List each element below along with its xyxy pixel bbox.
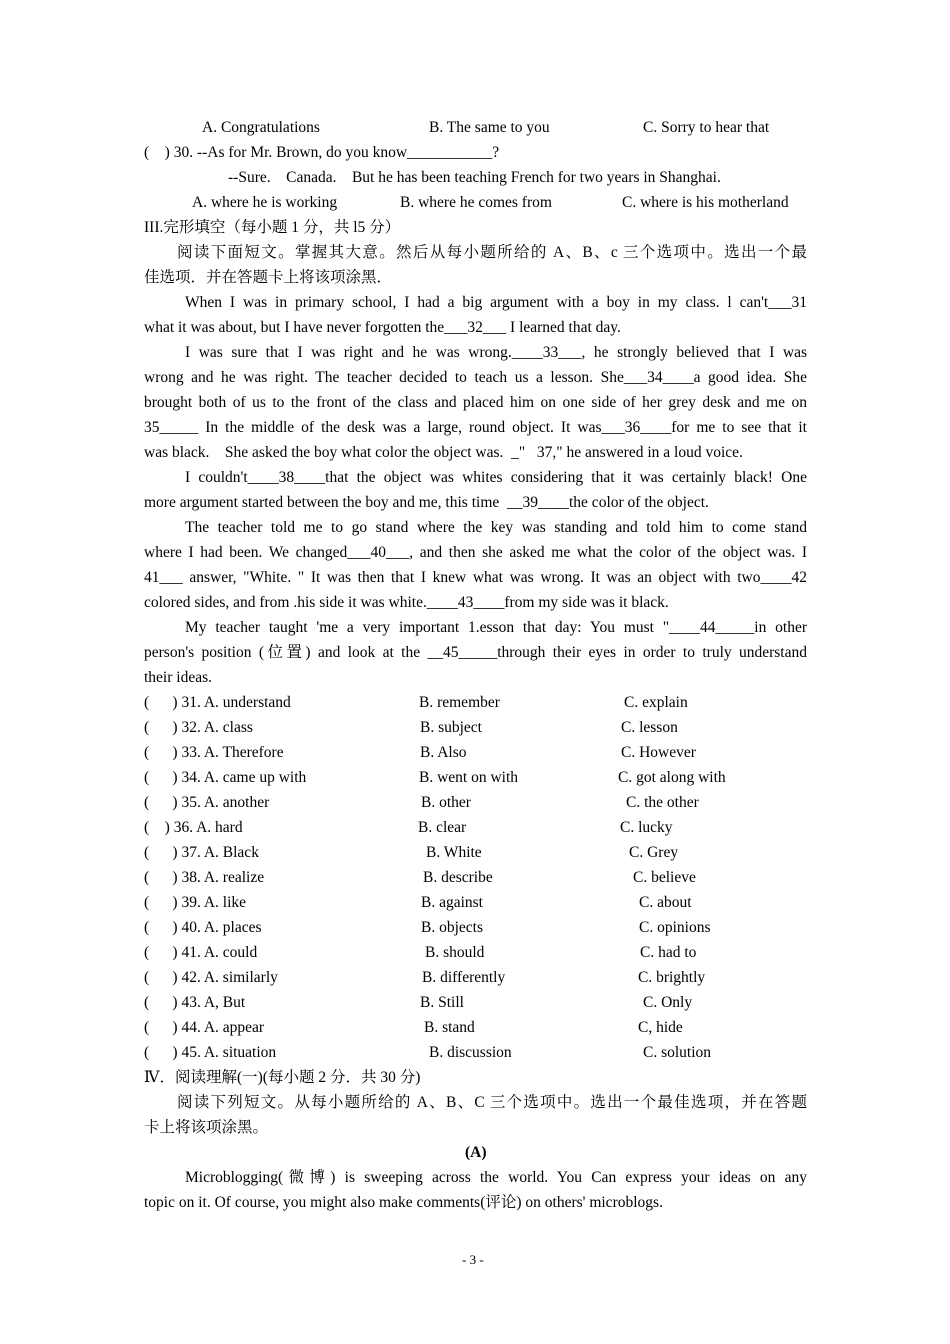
section4-instruction-line1: 阅读下列短文。从每小题所给的 A、B、C 三个选项中。选出一个最佳选项，并在答题 xyxy=(177,1094,807,1111)
question-stem: ( ) 35. A. another xyxy=(144,794,270,811)
passage-line: more argument started between the boy and me, this time __39____the color of the object. xyxy=(144,494,709,511)
passage-line: brought both of us to the front of the class and placed him on one side of her grey desk and me on xyxy=(144,394,807,411)
section4-heading: Ⅳ．阅读理解(一)(每小题 2 分．共 30 分) xyxy=(144,1069,421,1086)
passage-line: was black. She asked the boy what color the object was. _" 37," he answered in a loud voice. xyxy=(144,444,743,461)
reading-text-line2: topic on it. Of course, you might also make comments(评论) on others' microblogs. xyxy=(144,1194,663,1211)
question-stem: ( ) 40. A. places xyxy=(144,919,262,936)
question-option-b: B. objects xyxy=(421,919,483,936)
q29-option-a: A. Congratulations xyxy=(202,119,320,136)
question-option-c: C. However xyxy=(621,744,696,761)
question-stem: ( ) 31. A. understand xyxy=(144,694,291,711)
question-stem: ( ) 39. A. like xyxy=(144,894,247,911)
question-option-c: C. Only xyxy=(643,994,693,1011)
question-option-b: B. clear xyxy=(418,819,467,836)
question-option-b: B. Also xyxy=(420,744,467,761)
passage-line: what it was about, but I have never forgotten the___32___ I learned that day. xyxy=(144,319,621,336)
q29-option-b: B. The same to you xyxy=(429,119,550,136)
question-stem: ( ) 38. A. realize xyxy=(144,869,265,886)
q30-answer: --Sure. Canada. But he has been teaching French for two years in Shanghai. xyxy=(228,169,721,186)
reading-text-line1: Microblogging(微博) is sweeping across the world. You Can express your ideas on any xyxy=(185,1169,807,1186)
question-option-b: B. against xyxy=(421,894,483,911)
question-stem: ( ) 32. A. class xyxy=(144,719,253,736)
question-option-c: C. explain xyxy=(624,694,688,711)
passage-line: I couldn't____38____that the object was whites considering that it was certainly black! One xyxy=(185,469,807,486)
passage-line: I was sure that I was right and he was wrong.____33___, he strongly believed that I was xyxy=(185,344,807,361)
question-option-c: C. believe xyxy=(633,869,696,886)
passage-line: My teacher taught 'me a very important 1.esson that day: You must "____44_____in other xyxy=(185,619,807,636)
section3-heading: III.完形填空（每小题 1 分，共 l5 分） xyxy=(144,219,401,236)
question-stem: ( ) 45. A. situation xyxy=(144,1044,277,1061)
question-stem: ( ) 33. A. Therefore xyxy=(144,744,284,761)
passage-line: their ideas. xyxy=(144,669,213,686)
question-stem: ( ) 41. A. could xyxy=(144,944,258,961)
question-option-c: C. the other xyxy=(626,794,699,811)
passage-line: 35_____ In the middle of the desk was a large, round object. It was___36____for me to see that it xyxy=(144,419,807,436)
question-option-b: B. discussion xyxy=(429,1044,512,1061)
question-option-b: B. Still xyxy=(420,994,464,1011)
question-option-c: C. Grey xyxy=(629,844,679,861)
question-option-b: B. White xyxy=(426,844,482,861)
question-option-c: C. opinions xyxy=(639,919,711,936)
question-option-b: B. other xyxy=(421,794,471,811)
question-option-b: B. describe xyxy=(423,869,493,886)
question-option-b: B. stand xyxy=(424,1019,475,1036)
question-option-c: C. lucky xyxy=(620,819,673,836)
q30-option-c: C. where is his motherland xyxy=(622,194,789,211)
question-option-b: B. remember xyxy=(419,694,500,711)
question-stem: ( ) 42. A. similarly xyxy=(144,969,278,986)
question-option-b: B. should xyxy=(425,944,485,961)
part-label: (A) xyxy=(465,1144,487,1161)
section4-instruction-line2: 卡上将该项涂黑。 xyxy=(144,1119,269,1136)
question-option-c: C, hide xyxy=(638,1019,683,1036)
passage-line: The teacher told me to go stand where the key was standing and told him to come stand xyxy=(185,519,807,536)
q30-option-a: A. where he is working xyxy=(192,194,338,211)
question-stem: ( ) 44. A. appear xyxy=(144,1019,265,1036)
question-option-b: B. differently xyxy=(422,969,506,986)
question-option-b: B. subject xyxy=(420,719,482,736)
question-stem: ( ) 36. A. hard xyxy=(144,819,243,836)
question-option-c: C. brightly xyxy=(638,969,706,986)
passage-line: colored sides, and from .his side it was white.____43____from my side was it black. xyxy=(144,594,669,611)
question-option-b: B. went on with xyxy=(419,769,519,786)
q30-question: ( ) 30. --As for Mr. Brown, do you know___________? xyxy=(144,144,500,161)
question-option-c: C. lesson xyxy=(621,719,678,736)
question-option-c: C. solution xyxy=(643,1044,712,1061)
passage-line: 41___ answer, "White. " It was then that I knew what was wrong. It was an object with two____42 xyxy=(144,569,807,586)
section3-instruction-line2: 佳选项．并在答题卡上将该项涂黑． xyxy=(144,269,393,286)
q30-option-b: B. where he comes from xyxy=(400,194,552,211)
question-option-c: C. about xyxy=(639,894,692,911)
section3-instruction-line1: 阅读下面短文。掌握其大意。然后从每小题所给的 A、B、c 三个选项中。选出一个最 xyxy=(177,244,807,261)
q29-option-c: C. Sorry to hear that xyxy=(643,119,770,136)
passage-line: wrong and he was right. The teacher decided to teach us a lesson. She___34____a good idea. She xyxy=(144,369,807,386)
page-number: - 3 - xyxy=(462,1252,484,1267)
question-option-c: C. got along with xyxy=(618,769,726,786)
passage-line: where I had been. We changed___40___, and then she asked me what the color of the object was. I xyxy=(144,544,807,561)
question-stem: ( ) 37. A. Black xyxy=(144,844,259,861)
question-stem: ( ) 34. A. came up with xyxy=(144,769,307,786)
question-option-c: C. had to xyxy=(640,944,697,961)
passage-line: person's position (位置) and look at the __45_____through their eyes in order to truly understand xyxy=(144,644,807,661)
passage-line: When I was in primary school, I had a big argument with a boy in my class. l can't___31 xyxy=(185,294,807,311)
question-stem: ( ) 43. A, But xyxy=(144,994,246,1011)
